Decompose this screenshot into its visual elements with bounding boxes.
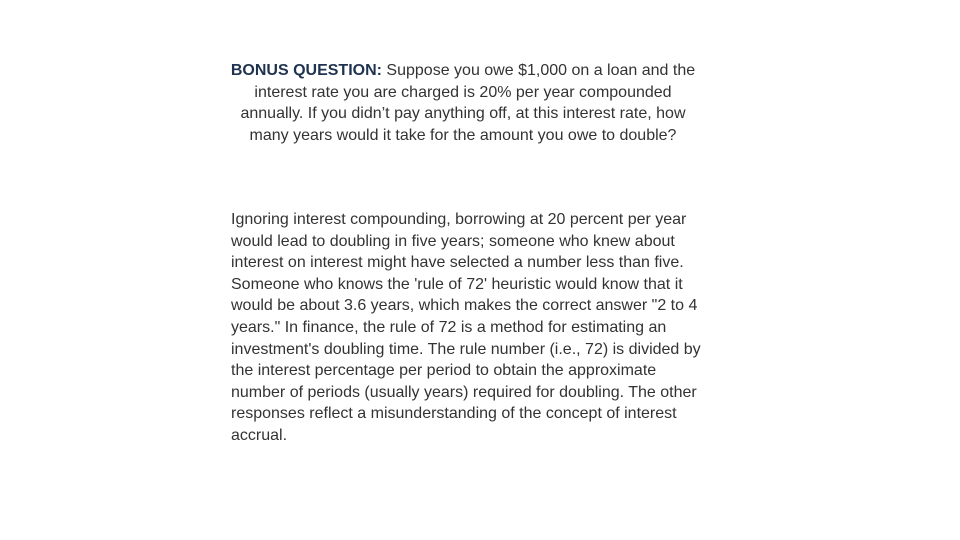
question-lead: BONUS QUESTION: [230,62,382,79]
answer-explanation: Ignoring interest compounding, borrowing at 20 percent per year would lead to doubling in five years; someone who knew about interest on interest might have selected a number less than five. Someone who knows the 'rule of 72' heuristic would know that it would be about 3.6 years, which makes the correct answer "2 to 4 years." In finance, the rule of 72 is a method for estimating an investment's doubling time. The rule number (i.e., 72) is divided by the interest percentage per period to obtain the approximate number of periods (usually years) required for doubling. The other responses reflect a misunderstanding of the concept of interest accrual. [231,211,701,444]
question-text: Suppose you owe $1,000 on a loan and the interest rate you are charged is 20% per year compounded annually. If you didn’t pay anything off, at this interest rate, how many years would it take for the amount you owe to double? [240,62,696,144]
bonus-question [228,60,698,146]
